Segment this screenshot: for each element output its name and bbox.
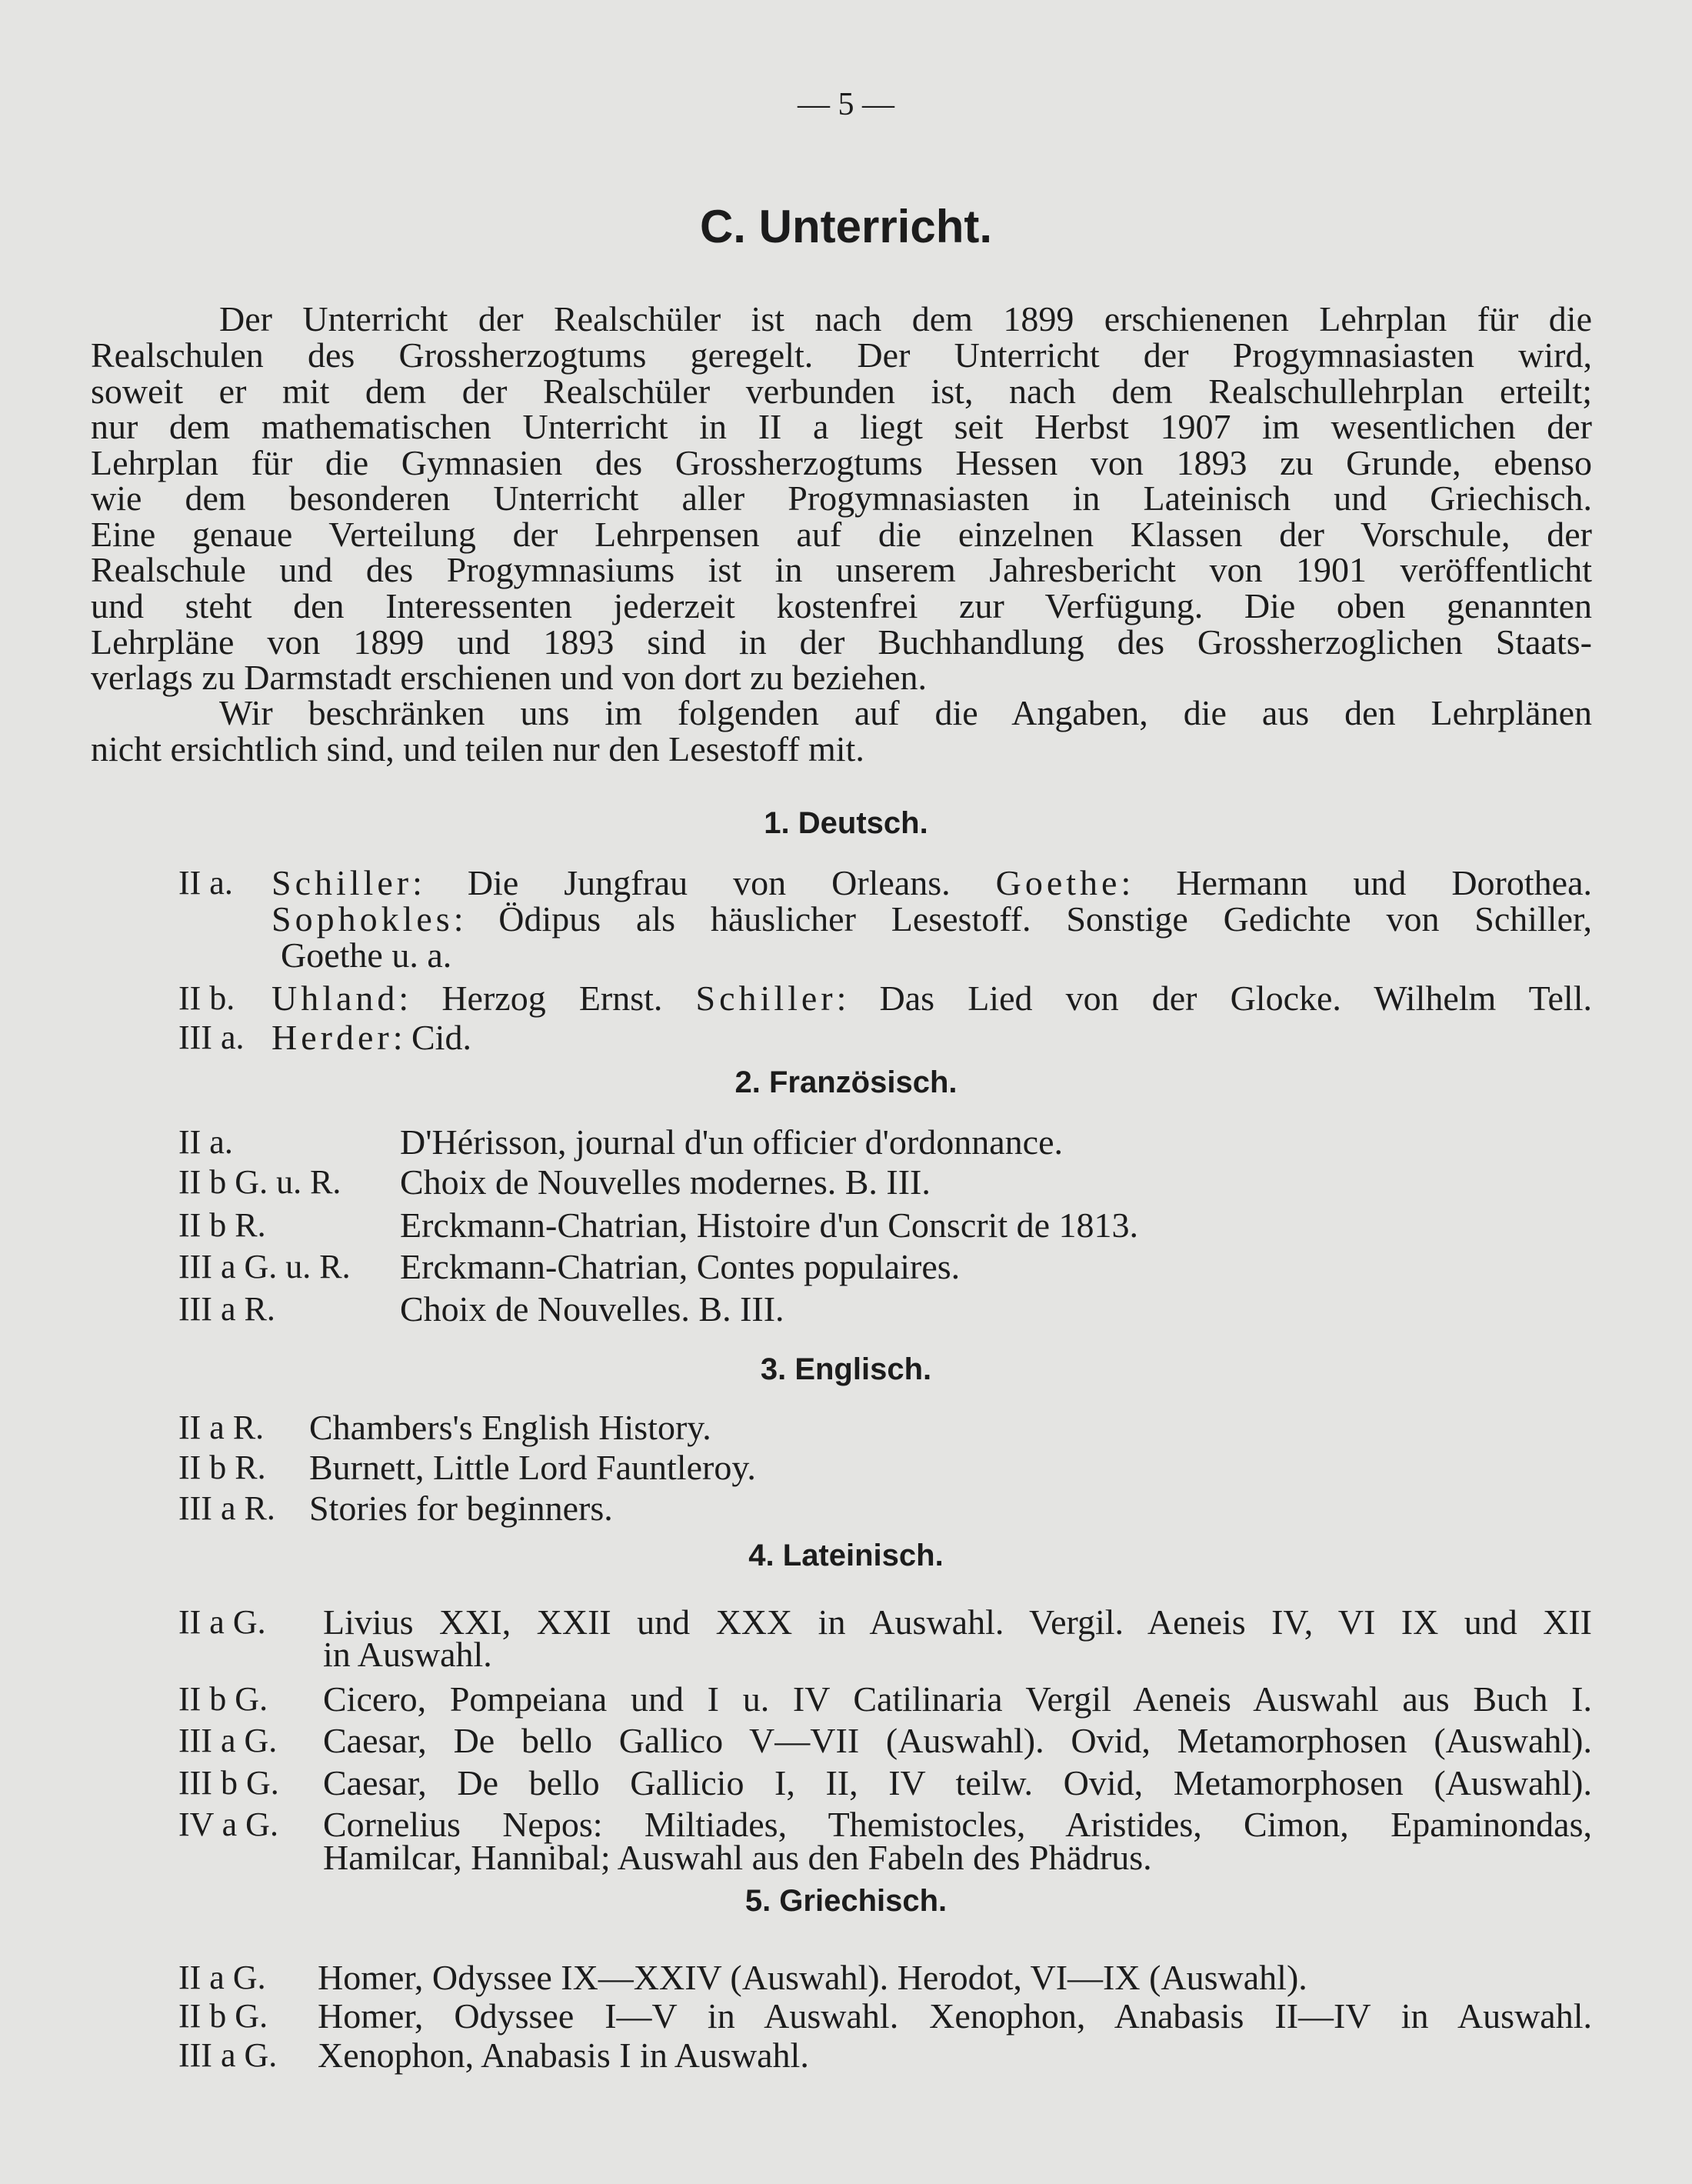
reading-entry: Homer, Odyssee IX—XXIV (Auswahl). Herodot, VI—IX (Auswahl). bbox=[318, 1958, 1307, 1997]
author-name: Herder bbox=[271, 1018, 393, 1057]
class-label: III a G. bbox=[178, 2036, 278, 2074]
author-name: Goethe bbox=[995, 864, 1121, 902]
page-title: C. Unterricht. bbox=[699, 201, 993, 252]
section-heading-franzoesisch: 2. Französisch. bbox=[734, 1065, 958, 1099]
class-label: II a R. bbox=[178, 1409, 265, 1446]
entry-text: : Herzog Ernst. bbox=[398, 979, 696, 1018]
reading-entry-continued: in Auswahl. bbox=[323, 1635, 492, 1674]
reading-entry: Cicero, Pompeiana und I u. IV Catilinaria Vergil Aeneis Auswahl aus Buch I. bbox=[323, 1680, 1592, 1719]
class-label: II b G. bbox=[178, 1997, 268, 2035]
reading-entry: Caesar, De bello Gallico V—VII (Auswahl). Ovid, Metamorphosen (Auswahl). bbox=[323, 1722, 1592, 1760]
paragraph-line: Realschulen des Grossherzogtums geregelt. Der Unterricht der Progymnasiasten wird, bbox=[91, 336, 1592, 375]
entry-text: : Cid. bbox=[392, 1018, 471, 1057]
class-label: II b R. bbox=[178, 1449, 266, 1486]
paragraph-line: nicht ersichtlich sind, und teilen nur den Lesestoff mit. bbox=[91, 729, 864, 769]
reading-entry: Homer, Odyssee I—V in Auswahl. Xenophon, Anabasis II—IV in Auswahl. bbox=[318, 1997, 1592, 2036]
class-label: III a G. u. R. bbox=[178, 1248, 351, 1285]
reading-entry-continued: Hamilcar, Hannibal; Auswahl aus den Fabeln des Phädrus. bbox=[323, 1838, 1152, 1877]
class-label: II a. bbox=[178, 1123, 233, 1161]
reading-entry: Erckmann-Chatrian, Histoire d'un Conscrit de 1813. bbox=[400, 1205, 1139, 1245]
class-label: II b R. bbox=[178, 1206, 266, 1244]
paragraph-line: Realschule und des Progymnasiums ist in unserem Jahresbericht von 1901 veröffentlicht bbox=[91, 551, 1592, 589]
reading-entry: Choix de Nouvelles. B. III. bbox=[400, 1289, 784, 1329]
reading-entry: Burnett, Little Lord Fauntleroy. bbox=[309, 1448, 756, 1487]
reading-entry-continued bbox=[271, 900, 1592, 939]
entry-text: : Die Jungfrau von Orleans. bbox=[412, 864, 996, 902]
entry-text: : Hermann und Dorothea. bbox=[1121, 864, 1592, 902]
paragraph-line: Lehrpläne von 1899 und 1893 sind in der Buchhandlung des Grossherzoglichen Staats- bbox=[91, 623, 1592, 662]
paragraph-line: und steht den Interessenten jederzeit kostenfrei zur Verfügung. Die oben genannten bbox=[91, 587, 1592, 625]
reading-entry: Chambers's English History. bbox=[309, 1408, 711, 1447]
reading-entry bbox=[271, 979, 1592, 1018]
class-label: III a G. bbox=[178, 1722, 278, 1759]
section-heading-lateinisch: 4. Lateinisch. bbox=[748, 1539, 944, 1572]
section-heading-englisch: 3. Englisch. bbox=[760, 1352, 932, 1386]
class-label: II a G. bbox=[178, 1959, 266, 1996]
reading-entry bbox=[271, 1019, 471, 1057]
paragraph-line: Eine genaue Verteilung der Lehrpensen auf die einzelnen Klassen der Vorschule, der bbox=[91, 515, 1592, 554]
class-label: III a. bbox=[178, 1019, 245, 1056]
paragraph-line: soweit er mit dem der Realschüler verbunden ist, nach dem Realschullehrplan erteilt; bbox=[91, 372, 1592, 411]
class-label: III b G. bbox=[178, 1764, 279, 1802]
class-label: II b G. bbox=[178, 1680, 268, 1718]
class-label: IV a G. bbox=[178, 1806, 278, 1843]
class-label: II a G. bbox=[178, 1603, 266, 1641]
class-label: II a. bbox=[178, 864, 233, 902]
reading-entry-continued: Goethe u. a. bbox=[281, 935, 452, 975]
reading-entry: Erckmann-Chatrian, Contes populaires. bbox=[400, 1247, 961, 1286]
reading-entry bbox=[271, 864, 1592, 902]
paragraph-line: wie dem besonderen Unterricht aller Progymnasiasten in Lateinisch und Griechisch. bbox=[91, 479, 1592, 518]
author-name: Sophokles bbox=[271, 900, 454, 939]
author-name: Schiller bbox=[271, 864, 413, 902]
reading-entry: Livius XXI, XXII und XXX in Auswahl. Vergil. Aeneis IV, VI IX und XII bbox=[323, 1603, 1592, 1642]
class-label: III a R. bbox=[178, 1290, 275, 1328]
reading-entry: Caesar, De bello Gallicio I, II, IV teilw. Ovid, Metamorphosen (Auswahl). bbox=[323, 1764, 1592, 1802]
class-label: II b G. u. R. bbox=[178, 1163, 341, 1201]
reading-entry: D'Hérisson, journal d'un officier d'ordonnance. bbox=[400, 1122, 1064, 1162]
reading-entry: Choix de Nouvelles modernes. B. III. bbox=[400, 1162, 931, 1202]
entry-text: : Ödipus als häuslicher Lesestoff. Sonstige Gedichte von Schiller, bbox=[453, 900, 1592, 939]
paragraph-line: Der Unterricht der Realschüler ist nach dem 1899 erschienenen Lehrplan für die bbox=[219, 300, 1592, 338]
paragraph-line: Lehrplan für die Gymnasien des Grossherzogtums Hessen von 1893 zu Grunde, ebenso bbox=[91, 444, 1592, 482]
paragraph-line: verlags zu Darmstadt erschienen und von dort zu beziehen. bbox=[91, 658, 927, 697]
author-name: Schiller bbox=[695, 979, 837, 1018]
section-heading-griechisch: 5. Griechisch. bbox=[744, 1884, 948, 1918]
reading-entry: Cornelius Nepos: Miltiades, Themistocles, Aristides, Cimon, Epaminondas, bbox=[323, 1806, 1592, 1844]
section-heading-deutsch: 1. Deutsch. bbox=[764, 806, 928, 840]
paragraph-line: Wir beschränken uns im folgenden auf die Angaben, die aus den Lehrplänen bbox=[219, 694, 1592, 732]
paragraph-line: nur dem mathematischen Unterricht in II a liegt seit Herbst 1907 im wesentlichen der bbox=[91, 408, 1592, 446]
entry-text: : Das Lied von der Glocke. Wilhelm Tell. bbox=[836, 979, 1592, 1018]
class-label: II b. bbox=[178, 979, 235, 1017]
page-number: — 5 — bbox=[798, 87, 894, 122]
reading-entry: Xenophon, Anabasis I in Auswahl. bbox=[318, 2036, 809, 2075]
author-name: Uhland bbox=[271, 979, 399, 1018]
reading-entry: Stories for beginners. bbox=[309, 1489, 613, 1528]
class-label: III a R. bbox=[178, 1489, 275, 1527]
